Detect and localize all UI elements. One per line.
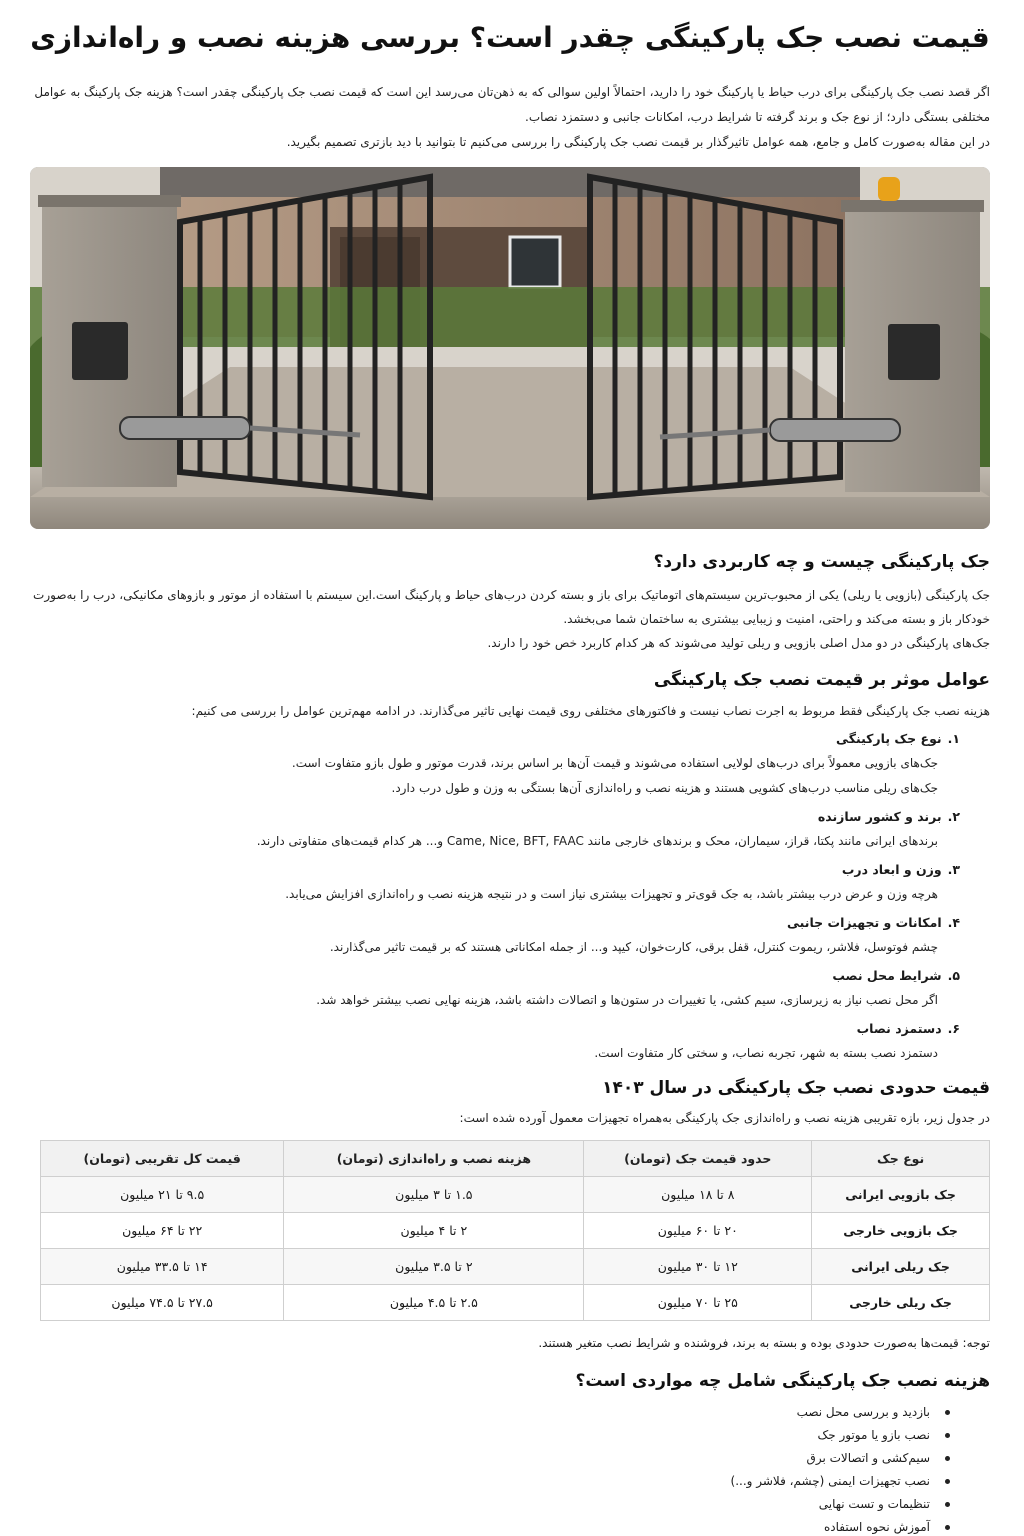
section-heading: عوامل موثر بر قیمت نصب جک پارکینگی [653,670,990,690]
table-cell: ۸ تا ۱۸ میلیون [584,1177,812,1213]
section-heading: قیمت حدودی نصب جک پارکینگی در سال ۱۴۰۳ [602,1078,990,1098]
factor-title: برند و کشور سازنده [817,809,942,824]
factor-text: برندهای ایرانی مانند پکتا، قراز، سیماران، محک و برندهای خارجی مانند Came, Nice, BFT, FAAC و... هر کدام قیمت‌های متفاوتی دارند. [256,834,938,848]
table-row [41,1213,990,1249]
table-row [41,1177,990,1213]
factor-item [30,911,990,960]
table-cell: ۲۰ تا ۶۰ میلیون [584,1213,812,1249]
table-header: هزینه نصب و راه‌اندازی (تومان) [284,1141,584,1177]
factor-number: ۱. [947,731,960,746]
page-title: قیمت نصب جک پارکینگی چقدر است؟ بررسی هزینه نصب و راه‌اندازی [30,21,990,54]
list-item: نصب بازو یا موتور جک [30,1424,950,1447]
factor-number: ۶. [947,1021,960,1036]
section-paragraph: جک پارکینگی (بازویی یا ریلی) یکی از محبوب‌ترین سیستم‌های اتوماتیک برای باز و بسته کردن درب‌های حیاط و پارکینگ است.این سیستم با استفاده از موتور و بازوهای مکانیکی، درب را به‌صورت خودکار باز و بسته می‌کند و راحتی، امنیت و زیبایی بیشتری به ساختمان شما می‌بخشد. [33,588,990,626]
table-cell: ۹.۵ تا ۲۱ میلیون [41,1177,284,1213]
table-cell: ۲۲ تا ۶۴ میلیون [41,1213,284,1249]
list-item: نصب تجهیزات ایمنی (چشم، فلاشر و...) [30,1470,950,1493]
table-cell: ۲۵ تا ۷۰ میلیون [584,1285,812,1321]
factor-text: هرچه وزن و عرض درب بیشتر باشد، به جک قوی‌تر و تجهیزات بیشتری نیاز است و در نتیجه هزینه نصب و راه‌اندازی افزایش می‌یابد. [285,887,938,901]
table-cell: جک ریلی خارجی [812,1285,990,1321]
section-paragraph: در جدول زیر، بازه تقریبی هزینه نصب و راه‌اندازی جک پارکینگی به‌همراه تجهیزات معمول آورده شده است: [459,1111,990,1125]
table-cell: ۲۷.۵ تا ۷۴.۵ میلیون [41,1285,284,1321]
factor-title: نوع جک پارکینگی [836,731,942,746]
factor-title: شرایط محل نصب [832,968,942,983]
factor-item [30,1017,990,1066]
factor-number: ۵. [947,968,960,983]
factor-text: جک‌های ریلی مناسب درب‌های کشویی هستند و هزینه نصب و راه‌اندازی آن‌ها بستگی به وزن و طول درب دارد. [391,781,938,795]
table-cell: ۲ تا ۳.۵ میلیون [284,1249,584,1285]
table-header-row [41,1141,990,1177]
factor-item [30,964,990,1013]
factor-title: امکانات و تجهیزات جانبی [787,915,942,930]
price-note: توجه: قیمت‌ها به‌صورت حدودی بوده و بسته به برند، فروشنده و شرایط نصب متغیر هستند. [538,1336,990,1350]
table-row [41,1285,990,1321]
hero-image [30,167,990,529]
table-cell: ۱.۵ تا ۳ میلیون [284,1177,584,1213]
factor-text: اگر محل نصب نیاز به زیرسازی، سیم کشی، یا تغییرات در ستون‌ها و اتصالات داشته باشد، هزینه نهایی نصب بیشتر خواهد شد. [316,993,938,1007]
table-header: حدود قیمت جک (تومان) [584,1141,812,1177]
section-paragraph: هزینه نصب جک پارکینگی فقط مربوط به اجرت نصاب نیست و فاکتورهای مختلفی روی قیمت نهایی تاثیر می‌گذارند. در ادامه مهم‌ترین عوامل را بررسی می کنیم: [191,704,990,718]
factor-item [30,858,990,907]
gate-photo-icon [30,167,990,529]
price-table [40,1140,990,1321]
factor-item [30,805,990,854]
factor-title: دستمزد نصاب [856,1021,942,1036]
section-body [30,583,990,655]
table-cell: جک بازویی ایرانی [812,1177,990,1213]
factor-title: وزن و ابعاد درب [841,862,942,877]
factor-number: ۲. [947,809,960,824]
list-item: آموزش نحوه استفاده [30,1516,950,1536]
table-cell: ۲ تا ۴ میلیون [284,1213,584,1249]
list-item: تنظیمات و تست نهایی [30,1493,950,1516]
section-paragraph: جک‌های پارکینگی در دو مدل اصلی بازویی و ریلی تولید می‌شوند که هر کدام کاربرد خص خود را دارند. [487,636,990,650]
factor-number: ۳. [947,862,960,877]
table-cell: ۱۲ تا ۳۰ میلیون [584,1249,812,1285]
list-item: سیم‌کشی و اتصالات برق [30,1447,950,1470]
section-heading: هزینه نصب جک پارکینگی شامل چه مواردی است؟ [575,1371,990,1391]
table-row [41,1249,990,1285]
table-cell: ۱۴ تا ۳۳.۵ میلیون [41,1249,284,1285]
intro [30,80,990,155]
table-cell: جک بازویی خارجی [812,1213,990,1249]
factor-number: ۴. [947,915,960,930]
table-cell: ۲.۵ تا ۴.۵ میلیون [284,1285,584,1321]
table-header: قیمت کل تقریبی (تومان) [41,1141,284,1177]
intro-paragraph: اگر قصد نصب جک پارکینگی برای درب حیاط یا پارکینگ خود را دارید، احتمالاً اولین سوالی که به ذهن‌تان می‌رسد این است که قیمت نصب جک پارکینگی چقدر است؟ هزینه جک پارکینگ به عوامل مختلفی بستگی دارد؛ از نوع جک و برند گرفته تا شرایط درب، امکانات جانبی و دستمزد نصاب. [34,85,990,124]
table-header: نوع جک [812,1141,990,1177]
intro-paragraph: در این مقاله به‌صورت کامل و جامع، همه عوامل تاثیرگذار بر قیمت نصب جک پارکینگی را بررسی می‌کنیم تا بتوانید با دید بازتری تصمیم بگیرید. [286,135,990,149]
article [30,0,990,1536]
factor-text: دستمزد نصب بسته به شهر، تجربه نصاب، و سختی کار متفاوت است. [594,1046,938,1060]
includes-list [30,1401,950,1536]
factor-text: چشم فوتوسل، فلاشر، ریموت کنترل، قفل برقی، کارت‌خوان، کیپد و... از جمله امکاناتی هستند که بر قیمت تاثیر می‌گذارند. [329,940,938,954]
table-cell: جک ریلی ایرانی [812,1249,990,1285]
factor-text: جک‌های بازویی معمولاً برای درب‌های لولایی استفاده می‌شوند و قیمت آن‌ها بر اساس برند، قدرت موتور و طول بازو متفاوت است. [291,756,938,770]
section-heading: جک پارکینگی چیست و چه کاربردی دارد؟ [653,552,990,572]
factor-item [30,727,990,801]
list-item: بازدید و بررسی محل نصب [30,1401,950,1424]
